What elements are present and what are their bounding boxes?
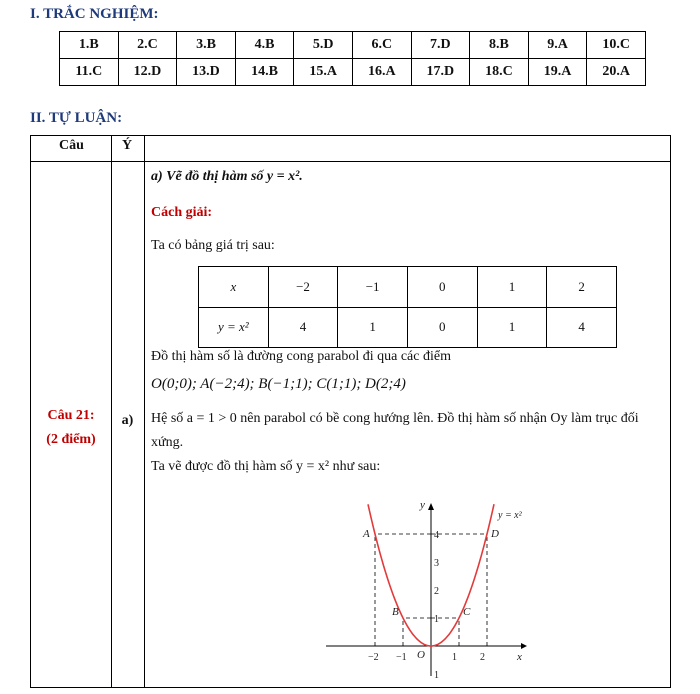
intro-text: Ta có bảng giá trị sau:: [151, 238, 275, 253]
header-divider: [31, 161, 670, 162]
header-cau: Câu: [59, 138, 84, 153]
answer-cell: 11.C: [60, 59, 119, 86]
x-tick-label: −1: [396, 652, 407, 663]
curve-label: y = x²: [498, 510, 522, 521]
answer-cell: 1.B: [60, 32, 119, 59]
value-cell: −2: [268, 267, 338, 308]
value-row-label: y = x²: [199, 307, 269, 348]
part-a-title: a) Vẽ đồ thị hàm số y = x².: [151, 169, 303, 184]
answer-cell: 16.A: [352, 59, 411, 86]
x-tick-label: 2: [480, 652, 485, 663]
col-divider: [111, 136, 112, 687]
method-label: Cách giải:: [151, 205, 213, 220]
graph-description: Đồ thị hàm số là đường cong parabol đi qua các điểm: [151, 349, 451, 364]
section2-title: II. TỰ LUẬN:: [30, 110, 123, 126]
x-tick-label: 1: [452, 652, 457, 663]
answer-cell: 18.C: [470, 59, 529, 86]
value-cell: 2: [547, 267, 617, 308]
answer-cell: 8.B: [470, 32, 529, 59]
value-table: [198, 266, 617, 348]
question-label: [31, 404, 111, 452]
point-label-b: B: [392, 606, 399, 618]
answer-cell: 7.D: [411, 32, 470, 59]
answer-cell: 5.D: [294, 32, 353, 59]
answer-cell: 4.B: [235, 32, 294, 59]
value-row: [199, 267, 617, 308]
question-number: Câu 21:: [47, 408, 95, 423]
value-cell: 1: [477, 307, 547, 348]
value-cell: 1: [477, 267, 547, 308]
header-y: Ý: [122, 138, 133, 153]
answer-cell: 19.A: [528, 59, 587, 86]
question-points: (2 điểm): [46, 432, 96, 447]
value-cell: 4: [547, 307, 617, 348]
answer-cell: 13.D: [177, 59, 236, 86]
point-label-d: D: [491, 528, 499, 540]
y-axis-label: y: [420, 499, 425, 511]
answer-cell: 3.B: [177, 32, 236, 59]
point-label-a: A: [363, 528, 370, 540]
answer-cell: 2.C: [118, 32, 177, 59]
y-tick-label: 1: [434, 614, 439, 625]
essay-table: [30, 135, 671, 688]
value-row-label: x: [199, 267, 269, 308]
value-cell: 0: [407, 307, 477, 348]
parabol-graph: [316, 496, 536, 686]
answer-cell: 14.B: [235, 59, 294, 86]
sub-label: a): [121, 413, 134, 428]
origin-label: O: [417, 649, 425, 661]
y-tick-label: 2: [434, 586, 439, 597]
value-cell: −1: [338, 267, 408, 308]
answer-cell: 12.D: [118, 59, 177, 86]
answer-table: [59, 31, 646, 86]
value-cell: 1: [338, 307, 408, 348]
answer-cell: 6.C: [352, 32, 411, 59]
value-cell: 4: [268, 307, 338, 348]
answer-cell: 10.C: [587, 32, 646, 59]
x-tick-label: −2: [368, 652, 379, 663]
y-axis-arrow: [428, 503, 434, 510]
point-label-c: C: [463, 606, 471, 618]
x-axis-label: x: [517, 651, 522, 663]
answer-row: [60, 32, 646, 59]
points-list: O(0;0); A(−2;4); B(−1;1); C(1;1); D(2;4): [151, 376, 406, 392]
y-tick-label: 3: [434, 558, 439, 569]
answer-cell: 17.D: [411, 59, 470, 86]
section1-title: I. TRẮC NGHIỆM:: [30, 6, 159, 22]
col-divider: [144, 136, 145, 687]
answer-cell: 9.A: [528, 32, 587, 59]
value-row: [199, 307, 617, 348]
answer-cell: 20.A: [587, 59, 646, 86]
answer-row: [60, 59, 646, 86]
answer-cell: 15.A: [294, 59, 353, 86]
value-cell: 0: [407, 267, 477, 308]
y-tick-label: 4: [434, 530, 439, 541]
x-axis-arrow: [521, 643, 527, 649]
coefficient-text: Hệ số a = 1 > 0 nên parabol có bề cong hướng lên. Đồ thị hàm số nhận Oy làm trục đối xứng.: [151, 411, 639, 450]
y-tick-label: 1: [434, 670, 439, 681]
draw-text: Ta vẽ được đồ thị hàm số y = x² như sau:: [151, 459, 381, 474]
